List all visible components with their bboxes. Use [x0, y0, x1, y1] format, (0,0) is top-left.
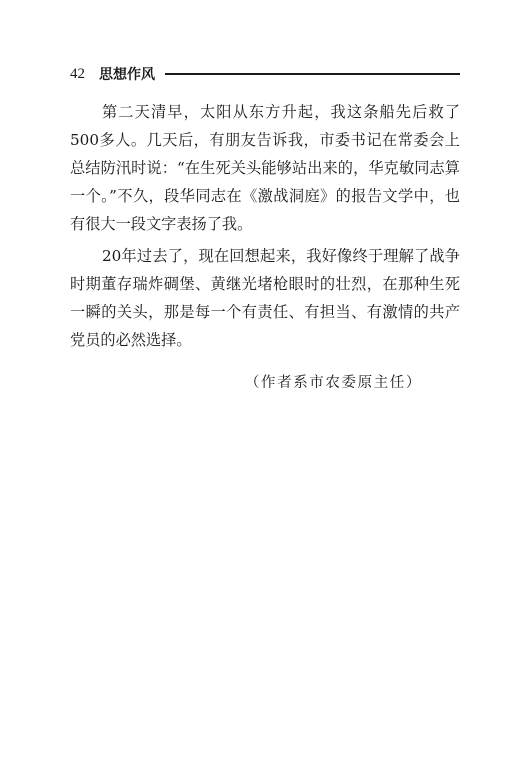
- author-note: （作者系市农委原主任）: [244, 375, 422, 391]
- page-number: 42: [70, 65, 85, 82]
- header-rule: [165, 73, 460, 75]
- page-header: [70, 64, 460, 84]
- article-body: [70, 98, 460, 391]
- paragraph-2: 20年过去了，现在回想起来，我好像终于理解了战争时期董存瑞炸碉堡、黄继光堵枪眼时的壮烈，在那种生死一瞬的关头，那是每一个有责任、有担当、有激情的共产党员的必然选择。: [70, 247, 460, 349]
- paragraph-1: 第二天清早，太阳从东方升起，我这条船先后救了500多人。几天后，有朋友告诉我，市委书记在常委会上总结防汛时说：“在生死关头能够站出来的，华克敏同志算一个。”不久，段华同志在《激战洞庭》的报告文学中，也有很大一段文字表扬了我。: [70, 103, 460, 233]
- section-title: 思想作风: [99, 67, 155, 83]
